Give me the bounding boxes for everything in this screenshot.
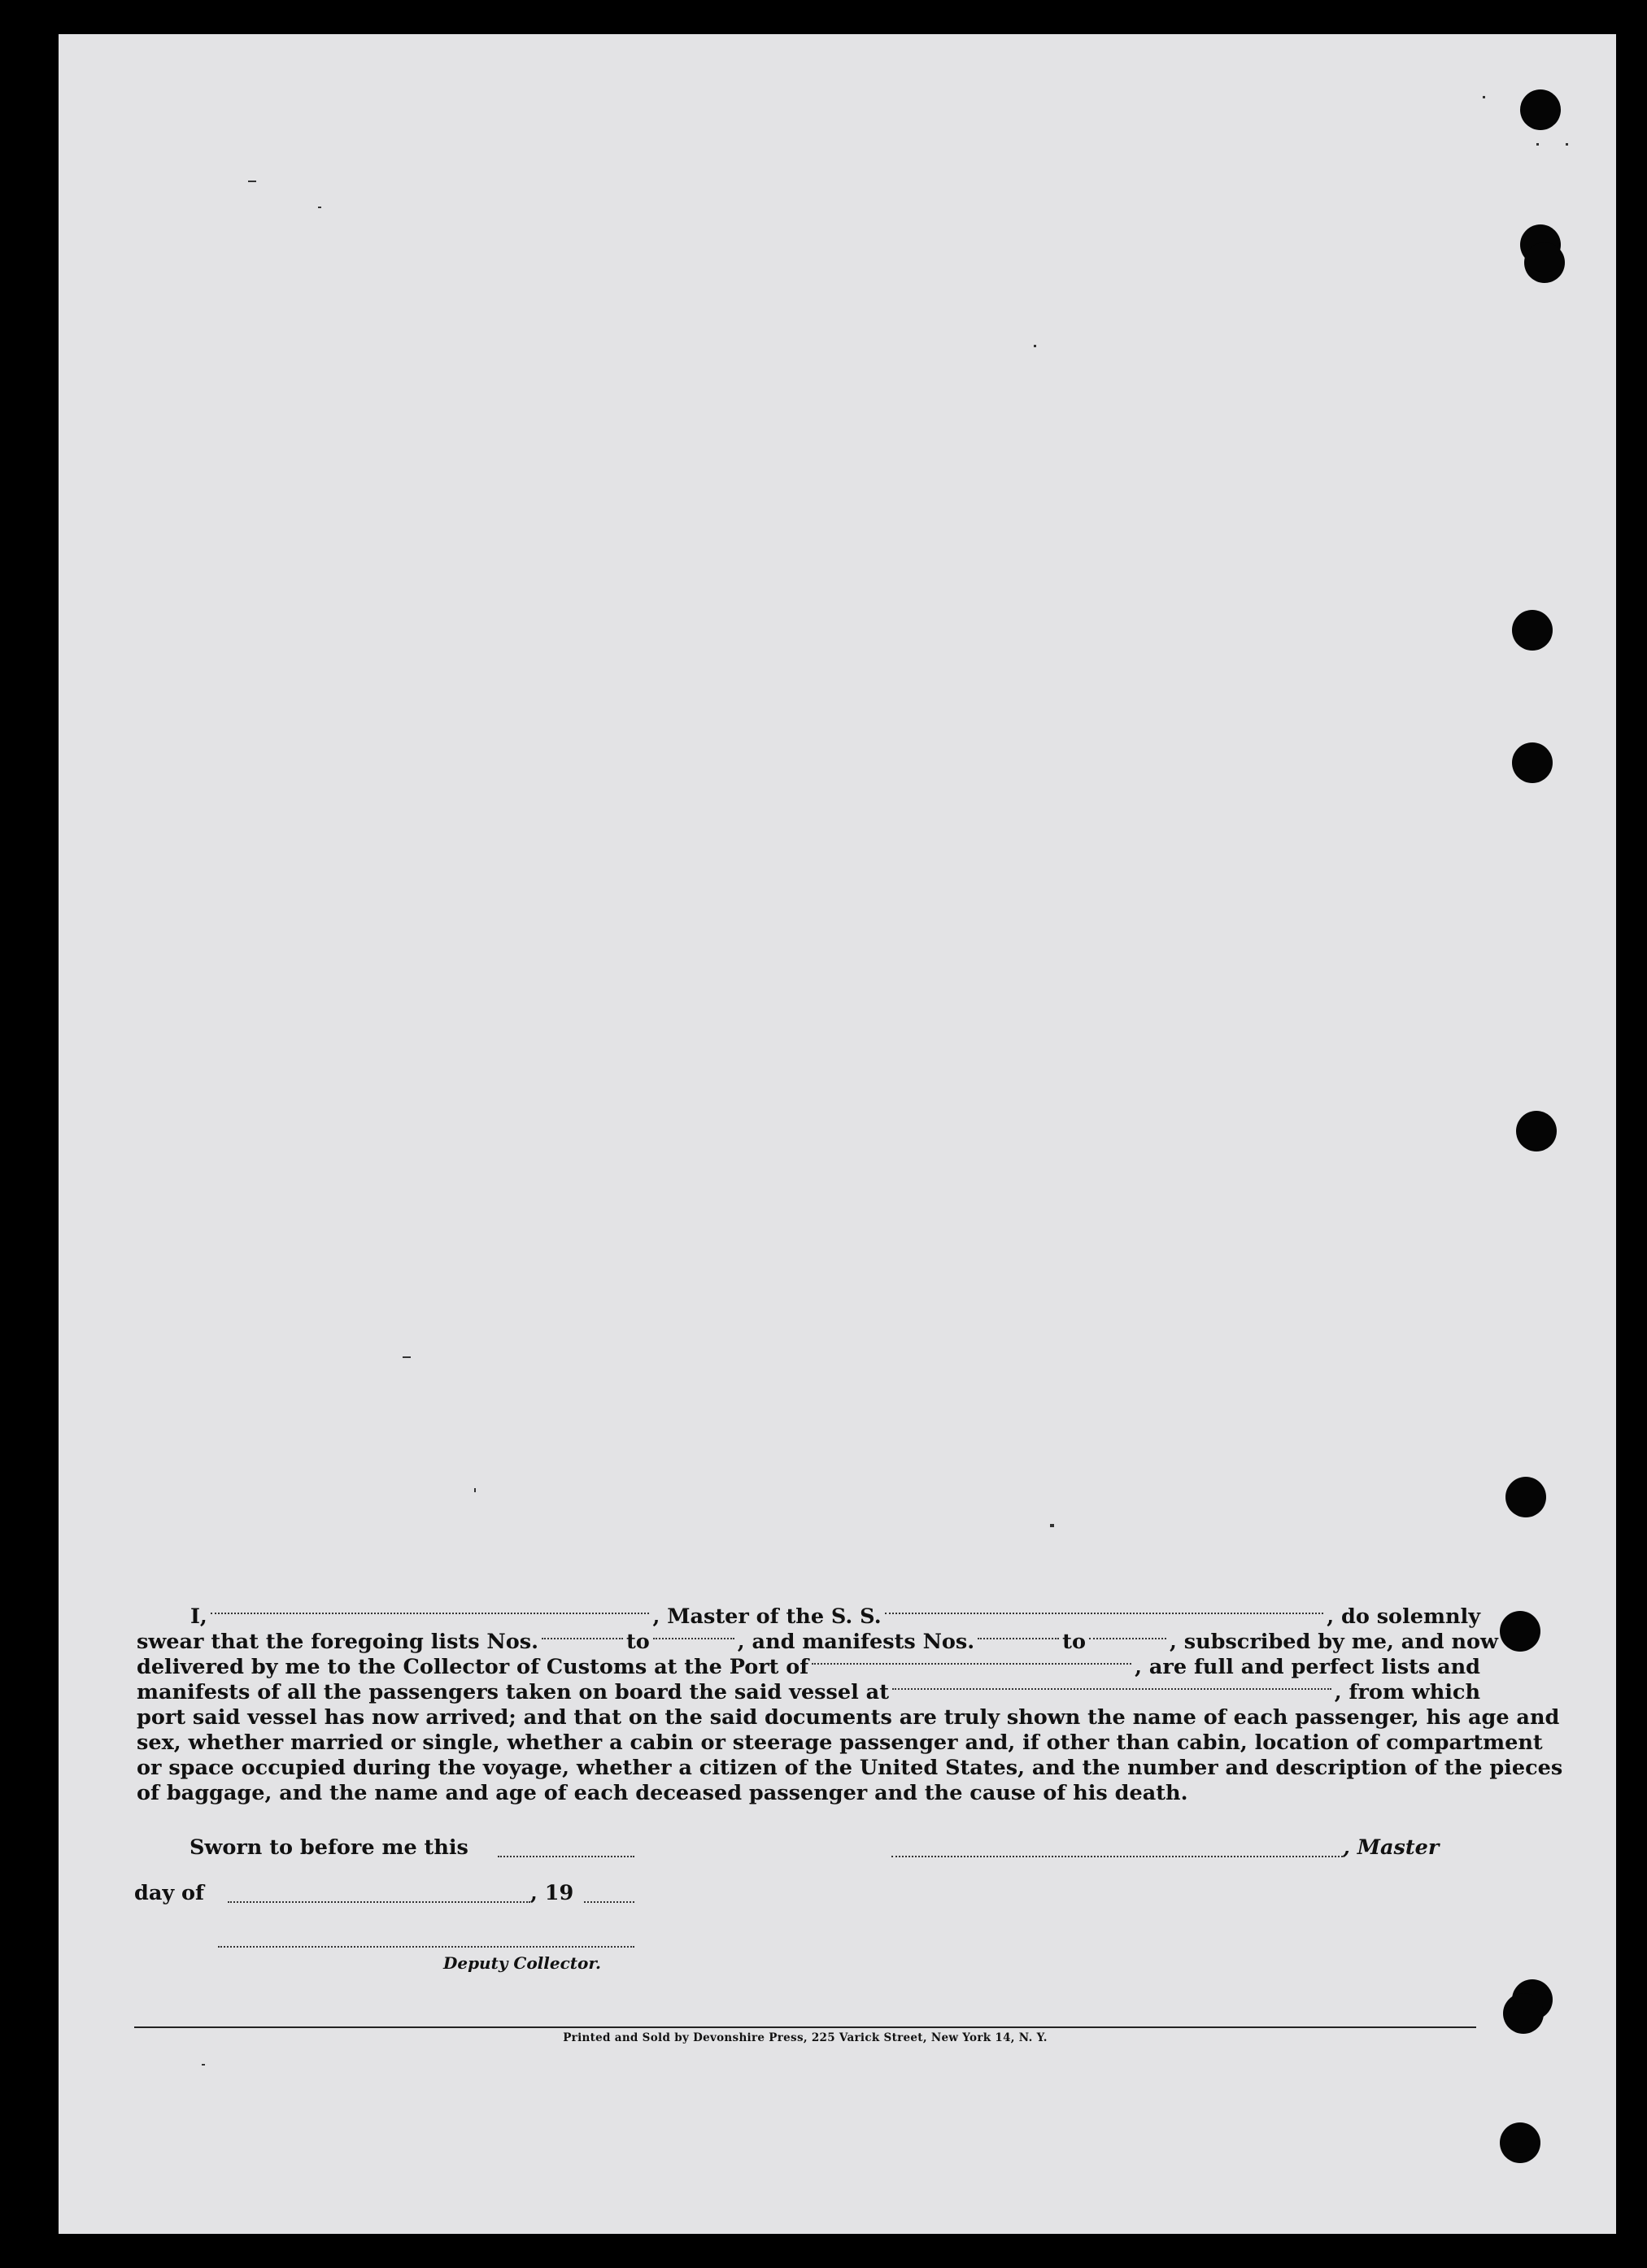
master-label: , Master: [1343, 1835, 1440, 1860]
printer-imprint: Printed and Sold by Devonshire Press, 225 Varick Street, New York 14, N. Y.: [563, 2031, 1048, 2044]
oath-text: , subscribed by me, and now: [1169, 1630, 1498, 1654]
scan-speck: [1034, 345, 1036, 347]
footer-rule: [134, 2026, 1476, 2028]
port-of-embarkation-field[interactable]: [892, 1680, 1331, 1690]
oath-text: , and manifests Nos.: [737, 1630, 975, 1654]
scan-speck: [1566, 143, 1568, 146]
oath-line-1: [137, 1604, 1480, 1630]
oath-text: , from which: [1334, 1680, 1480, 1704]
oath-line-6: sex, whether married or single, whether a cabin or steerage passenger and, if other than cabin, location of compartment: [137, 1730, 1543, 1755]
oath-line-8: of baggage, and the name and age of each deceased passenger and the cause of his death.: [137, 1781, 1188, 1805]
punch-hole: [1524, 242, 1565, 283]
punch-hole: [1505, 1477, 1546, 1517]
port-of-arrival-field[interactable]: [812, 1655, 1131, 1665]
oath-text: , are full and perfect lists and: [1135, 1655, 1480, 1679]
oath-text: , Master of the S. S.: [652, 1604, 882, 1629]
punch-hole: [1520, 89, 1561, 130]
scan-speck: [1483, 96, 1485, 98]
lists-from-field[interactable]: [542, 1630, 623, 1639]
oath-text: , do solemnly: [1327, 1604, 1481, 1629]
oath-line-3: [137, 1655, 1480, 1680]
month-field[interactable]: [228, 1901, 530, 1903]
oath-text: I,: [190, 1604, 207, 1629]
oath-paragraph: [137, 1604, 1563, 1806]
punch-hole: [1516, 1111, 1557, 1151]
punch-hole: [1500, 1611, 1540, 1652]
oath-text: swear that the foregoing lists Nos.: [137, 1630, 538, 1654]
scan-speck: [474, 1488, 476, 1492]
oath-text: to: [1062, 1630, 1086, 1654]
oath-line-7: or space occupied during the voyage, whether a citizen of the United States, and the number and description of the pieces: [137, 1756, 1563, 1780]
lists-to-field[interactable]: [653, 1630, 734, 1639]
paper-sheet: [59, 34, 1616, 2234]
vessel-name-field[interactable]: [885, 1604, 1324, 1614]
day-of-label: day of: [134, 1881, 205, 1905]
scan-speck: [1536, 143, 1539, 146]
punch-hole: [1500, 2122, 1540, 2163]
scan-speck: [248, 181, 256, 182]
year-field[interactable]: [584, 1901, 634, 1903]
sworn-text: Sworn to before me this: [190, 1835, 468, 1860]
sworn-day-field[interactable]: [498, 1856, 634, 1857]
oath-line-4: [137, 1680, 1480, 1705]
punch-hole: [1503, 1993, 1544, 2034]
oath-text: manifests of all the passengers taken on board the said vessel at: [137, 1680, 889, 1704]
oath-line-2: [137, 1630, 1498, 1655]
punch-hole: [1512, 742, 1553, 783]
scan-speck: [202, 2064, 205, 2066]
master-signature-field[interactable]: [891, 1856, 1343, 1857]
scan-speck: [403, 1356, 411, 1358]
oath-text: delivered by me to the Collector of Customs at the Port of: [137, 1655, 809, 1679]
master-name-field[interactable]: [211, 1604, 650, 1614]
punch-hole: [1512, 610, 1553, 651]
scan-speck: [1050, 1524, 1054, 1527]
scan-speck: [318, 207, 321, 208]
oath-line-5: port said vessel has now arrived; and that on the said documents are truly shown the name of each passenger, his age and: [137, 1705, 1560, 1730]
deputy-signature-field[interactable]: [218, 1946, 634, 1948]
deputy-collector-label: Deputy Collector.: [443, 1953, 602, 1973]
manifests-to-field[interactable]: [1089, 1630, 1166, 1639]
year-prefix: , 19: [530, 1881, 574, 1905]
manifests-from-field[interactable]: [978, 1630, 1059, 1639]
oath-text: to: [626, 1630, 650, 1654]
